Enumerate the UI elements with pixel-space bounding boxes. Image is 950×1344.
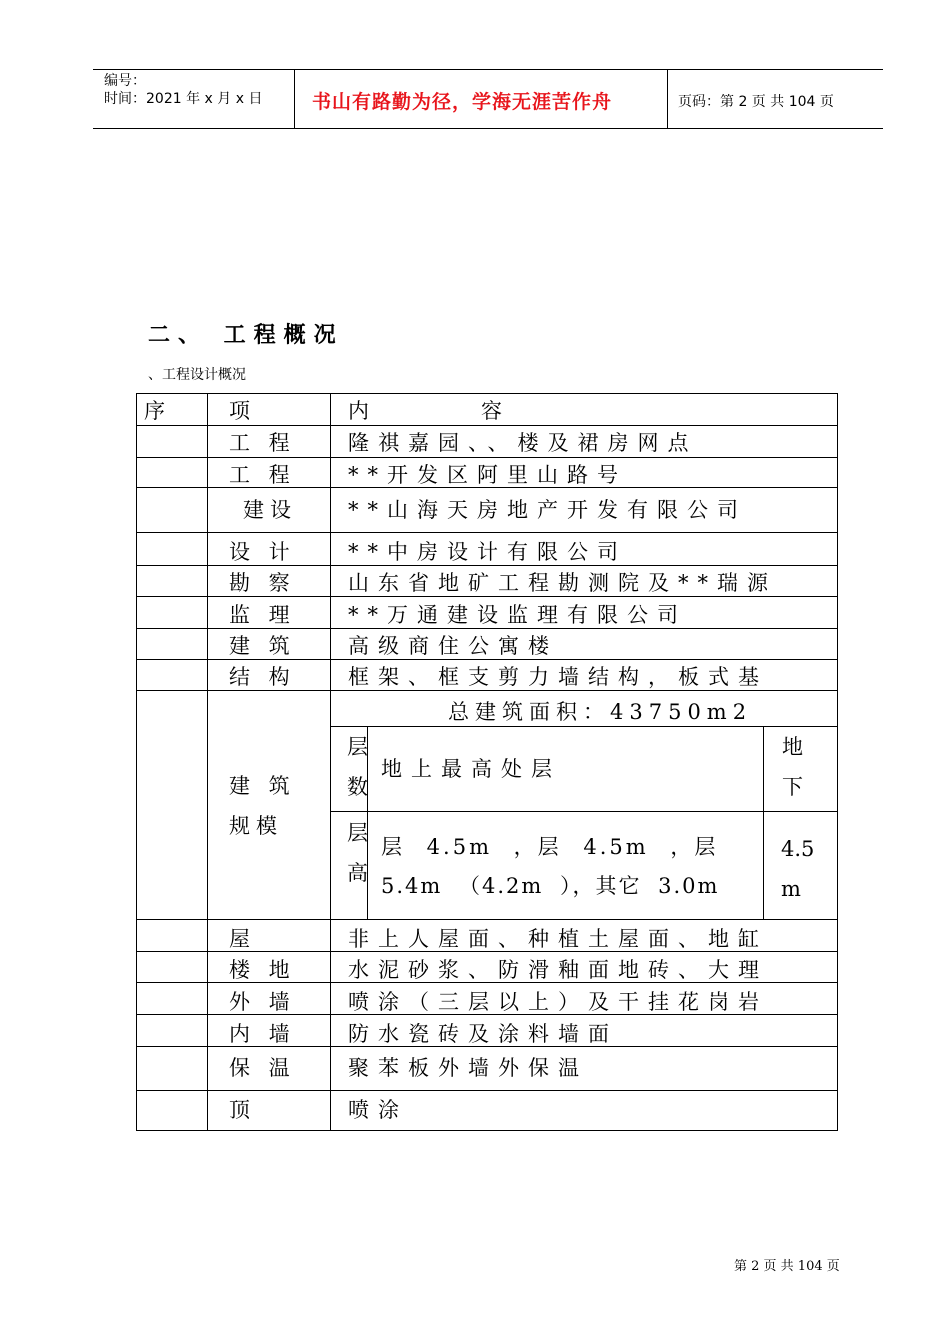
- row-item: 设 计: [229, 540, 296, 564]
- row-item: 建 筑: [229, 634, 296, 658]
- scale-inner-rule: [763, 726, 764, 919]
- row-item: 屋: [229, 927, 256, 951]
- column-rule: [330, 393, 331, 1131]
- height-line2: 5.4m （4.2m ），其它 3.0m: [381, 874, 720, 898]
- floors-label: 层数: [347, 735, 368, 799]
- table-border: [837, 393, 838, 1131]
- row-item: 顶: [229, 1098, 256, 1122]
- height-below: 4.5m: [781, 837, 815, 901]
- header-divider: [667, 69, 668, 129]
- row-item: 勘 察: [229, 571, 296, 595]
- row-content: 水泥砂浆、防滑釉面地砖、大理: [348, 958, 768, 982]
- row-rule: [136, 565, 838, 566]
- row-rule: [136, 1090, 838, 1091]
- row-rule: [136, 425, 838, 426]
- table-border: [136, 393, 137, 1131]
- row-content: **中房设计有限公司: [348, 540, 627, 564]
- page-info: 页码：第 2 页 共 104 页: [678, 94, 834, 110]
- scale-inner-rule: [330, 811, 838, 812]
- row-rule: [136, 659, 838, 660]
- header-seq: 序: [144, 399, 171, 423]
- row-item: 监 理: [229, 603, 296, 627]
- row-content: 非上人屋面、种植土屋面、地缸: [348, 927, 768, 951]
- row-item: 外 墙: [229, 990, 296, 1014]
- row-content: 隆祺嘉园、、楼及裙房网点: [348, 431, 698, 455]
- row-rule: [136, 919, 838, 920]
- scale-inner-rule: [330, 726, 838, 727]
- floors-below: 地下: [782, 735, 803, 799]
- row-content: 山东省地矿工程勘测院及**瑞源: [348, 571, 777, 595]
- project-overview-table: [136, 393, 838, 1131]
- row-item: 工 程: [229, 463, 296, 487]
- header-top-rule: [93, 69, 883, 70]
- table-border: [136, 1130, 838, 1131]
- height-line1: 层 4.5m ，层 4.5m ，层: [381, 835, 719, 859]
- row-rule: [136, 457, 838, 458]
- section-title: 二、 工程概况: [148, 323, 344, 348]
- header-content-b: 容: [481, 399, 508, 423]
- total-area: 总建筑面积：43750m2: [448, 700, 753, 724]
- doc-number-label: 编号：: [104, 73, 146, 89]
- row-item: 保 温: [229, 1056, 296, 1080]
- row-rule: [136, 596, 838, 597]
- row-item: 结 构: [229, 665, 296, 689]
- row-rule: [136, 628, 838, 629]
- subsection-title: 、工程设计概况: [148, 367, 246, 383]
- row-content: **万通建设监理有限公司: [348, 603, 687, 627]
- page-footer: 第 2 页 共 104 页: [734, 1259, 840, 1274]
- row-content: 聚苯板外墙外保温: [348, 1056, 588, 1080]
- height-label: 层高: [347, 821, 368, 885]
- row-content: **山海天房地产开发有限公司: [348, 498, 747, 522]
- header-divider: [294, 69, 295, 129]
- row-content: 框架、框支剪力墙结构，板式基: [348, 665, 768, 689]
- scale-item-line2: 规模: [229, 814, 283, 838]
- row-content: 喷涂: [348, 1098, 408, 1122]
- table-border: [136, 393, 838, 394]
- header-item: 项: [229, 399, 256, 423]
- row-content: 高级商住公寓楼: [348, 634, 558, 658]
- row-item: 工 程: [229, 431, 296, 455]
- column-rule: [207, 393, 208, 1131]
- row-item: 楼 地: [229, 958, 296, 982]
- row-content: 防水瓷砖及涂料墙面: [348, 1022, 618, 1046]
- header-motto: 书山有路勤为径，学海无涯苦作舟: [312, 91, 613, 113]
- doc-time-label: 时间：2021 年 x 月 x 日: [104, 91, 263, 107]
- row-item: 内 墙: [229, 1022, 296, 1046]
- row-rule: [136, 690, 838, 691]
- row-content: **开发区阿里山路号: [348, 463, 627, 487]
- row-content: 喷涂（三层以上）及干挂花岗岩: [348, 990, 768, 1014]
- header-bottom-rule: [93, 128, 883, 129]
- scale-item-line1: 建 筑: [229, 774, 296, 798]
- row-item: 建设: [243, 498, 297, 522]
- row-rule: [136, 532, 838, 533]
- floors-value: 地上最高处层: [381, 757, 561, 781]
- header-content-a: 内: [348, 399, 375, 423]
